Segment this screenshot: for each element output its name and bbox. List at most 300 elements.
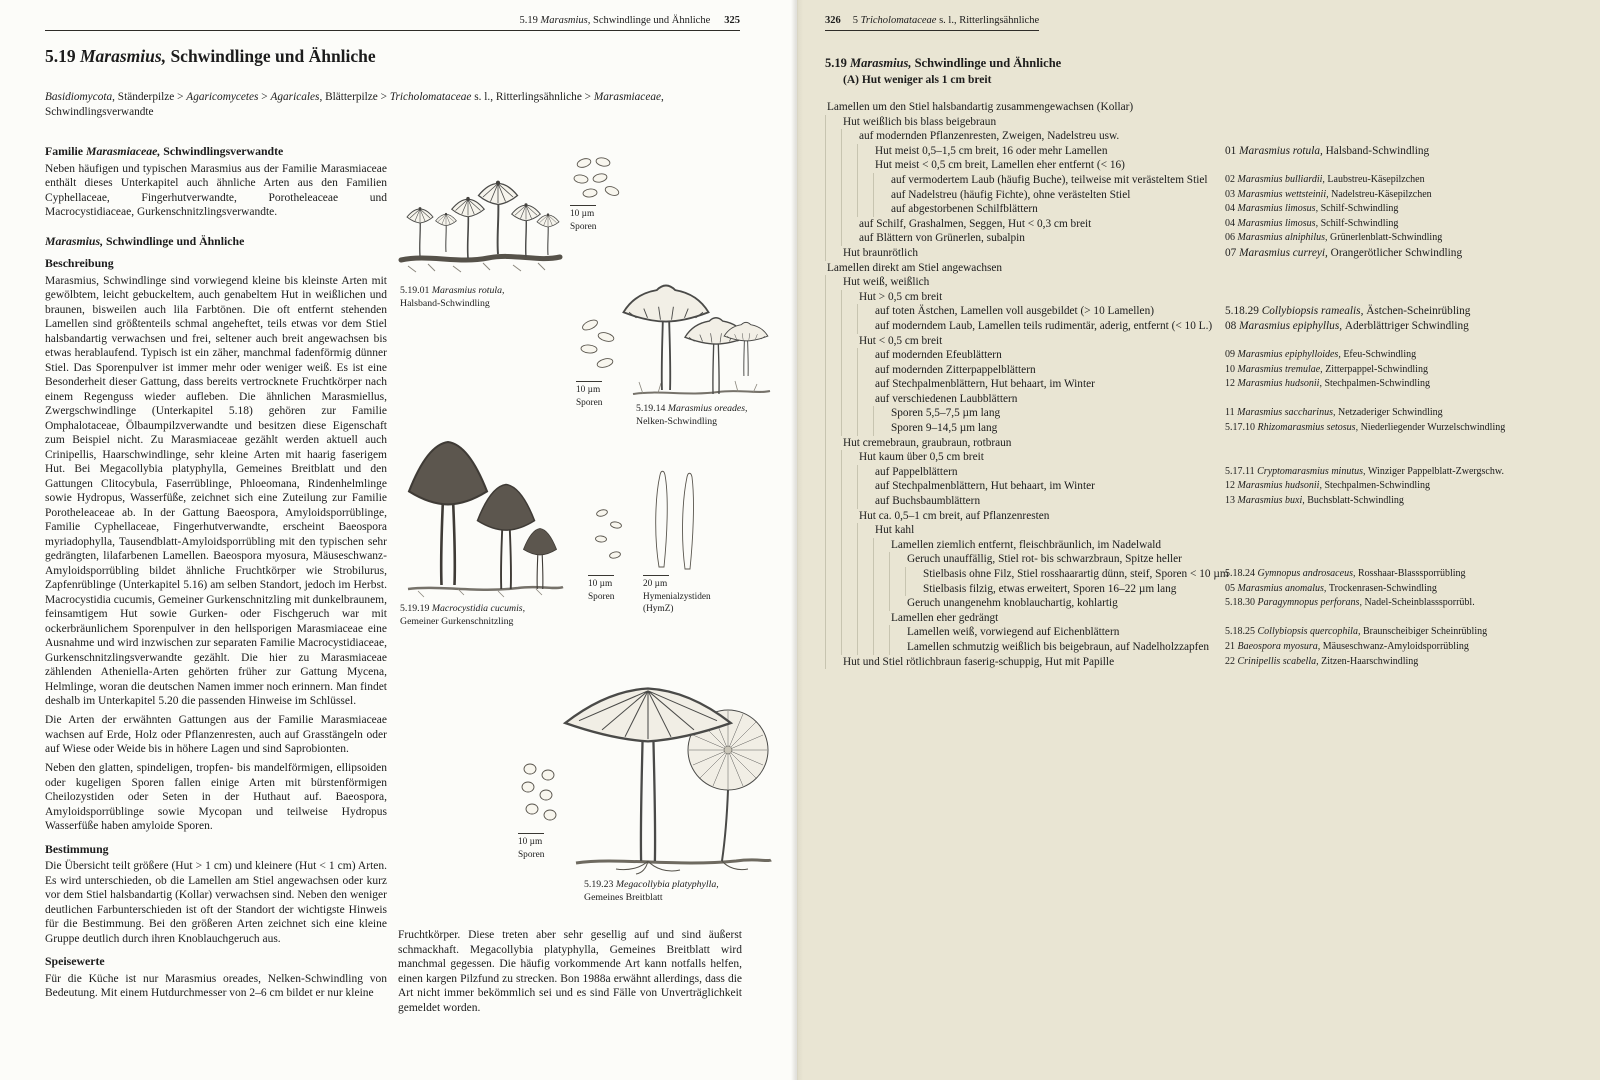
illustration-column — [398, 145, 775, 1033]
key-condition — [825, 392, 1017, 407]
indent-guide-line — [825, 465, 841, 480]
key-row — [825, 596, 1573, 611]
indent-guide-line — [825, 392, 841, 407]
indent-guide-line — [857, 611, 873, 626]
species-latin-name: Cryptomarasmius minutus, — [1257, 465, 1368, 477]
key-title-rest: Schwindlinge und Ähnliche — [914, 56, 1062, 70]
key-condition-text: auf vermodertem Laub (häufig Buche), teilweise mit verästeltem Stiel — [891, 173, 1208, 186]
key-row — [825, 392, 1573, 407]
key-condition-text: auf Stechpalmenblättern, Hut behaart, im Winter — [875, 378, 1095, 391]
key-condition-text: Hut kahl — [875, 524, 915, 537]
indent-guide-line — [873, 552, 889, 567]
chapter-title — [45, 46, 376, 67]
indent-guide-line — [873, 596, 889, 611]
key-row — [825, 231, 1573, 246]
scale-bar-icon — [518, 833, 544, 834]
key-condition-text: Lamellen eher gedrängt — [891, 611, 999, 624]
indent-guide-line — [841, 377, 857, 392]
key-condition-text: auf Schilf, Grashalmen, Seggen, Hut < 0,3 cm breit — [859, 217, 1092, 230]
indent-guide-line — [873, 625, 889, 640]
species-latin-name: Marasmius buxi, — [1237, 495, 1308, 507]
determination-key — [825, 100, 1573, 669]
scale-bar-icon — [570, 205, 596, 206]
species-number: 10 — [1225, 363, 1238, 375]
key-result — [1225, 625, 1487, 640]
key-condition-text: Hut meist 0,5–1,5 cm breit, 16 oder mehr Lamellen — [875, 144, 1108, 157]
species-german-name: Stechpalmen-Schwindling — [1324, 480, 1430, 492]
indent-guide-line — [889, 625, 905, 640]
key-condition — [825, 465, 958, 480]
indent-guide-line — [857, 319, 873, 334]
indent-guide-line — [873, 406, 889, 421]
head-rule-right — [825, 30, 1039, 31]
key-row — [825, 115, 1573, 130]
key-condition-text: Hut braunrötlich — [843, 246, 918, 259]
species-number: 13 — [1225, 495, 1238, 507]
figure-code: 5.19.14 — [636, 403, 668, 414]
indent-guide-line — [873, 567, 889, 582]
key-result — [1225, 231, 1442, 246]
species-german-name: Nadel-Scheinblasssporrübl. — [1364, 597, 1475, 609]
key-condition-text: auf toten Ästchen, Lamellen voll ausgebildet (> 10 Lamellen) — [875, 305, 1154, 318]
species-german-name: Laubstreu-Käsepilzchen — [1327, 173, 1425, 185]
indent-guide-line — [857, 304, 873, 319]
indent-guide-line — [873, 173, 889, 188]
key-condition — [825, 290, 942, 305]
indent-guide-line — [841, 392, 857, 407]
species-german-name: Stechpalmen-Schwindling — [1324, 378, 1430, 390]
key-result — [1225, 173, 1425, 188]
species-latin-name: Marasmius saccharinus, — [1237, 407, 1338, 419]
indent-guide-line — [857, 363, 873, 378]
spores-marasmius-rotula — [570, 153, 622, 201]
species-german-name: Aderblättriger Schwindling — [1344, 319, 1469, 332]
species-latin-name: Collybiopsis ramealis, — [1261, 305, 1367, 318]
page-left — [0, 0, 797, 1080]
species-number: 06 — [1225, 232, 1238, 244]
indent-guide-line — [857, 640, 873, 655]
key-row — [825, 625, 1573, 640]
indent-guide-line — [857, 567, 873, 582]
scale-value: 10 µm — [570, 209, 595, 219]
key-condition — [825, 348, 1002, 363]
indent-guide-line — [825, 246, 841, 261]
breadcrumb-segment: , Schwindlingsverwandte — [45, 91, 664, 118]
key-result — [1225, 202, 1398, 217]
indent-guide-line — [825, 567, 841, 582]
indent-guide-line — [857, 392, 873, 407]
indent-guide-line — [841, 202, 857, 217]
indent-guide-line — [825, 509, 841, 524]
indent-guide-line — [857, 538, 873, 553]
indent-guide-line — [841, 144, 857, 159]
breadcrumb-segment: Marasmiaceae — [593, 91, 661, 103]
indent-guide-line — [857, 421, 873, 436]
key-condition-text: Hut meist < 0,5 cm breit, Lamellen eher entfernt (< 16) — [875, 159, 1125, 172]
spores-macrocystidia-cucumis — [590, 505, 630, 571]
indent-guide-line — [873, 188, 889, 203]
illustration-macrocystidia-cucumis — [398, 417, 566, 599]
species-german-name: Ästchen-Scheinrübling — [1366, 305, 1471, 318]
indent-guide-line — [825, 115, 841, 130]
breadcrumb — [45, 90, 745, 119]
key-result — [1225, 304, 1470, 319]
indent-guide-line — [857, 377, 873, 392]
species-german-name: Halsband-Schwindling — [1325, 144, 1430, 157]
indent-guide-line — [825, 144, 841, 159]
scale-label-cucumis-cystidia — [643, 575, 725, 616]
key-result — [1225, 363, 1428, 378]
indent-guide-line — [841, 450, 857, 465]
indent-guide-line — [825, 625, 841, 640]
key-row — [825, 582, 1573, 597]
key-result — [1225, 217, 1398, 232]
indent-guide-line — [825, 158, 841, 173]
scale-caption: Sporen — [518, 849, 545, 860]
genus-heading-latin: Marasmius, — [45, 233, 104, 248]
key-row — [825, 261, 1573, 276]
indent-guide-line — [873, 538, 889, 553]
key-condition-text: auf modernden Zitterpappelblättern — [875, 363, 1036, 376]
indent-guide-line — [873, 582, 889, 597]
key-result — [1225, 188, 1432, 203]
scale-caption: Sporen — [588, 591, 615, 602]
breadcrumb-segment: s. l., Ritterlingsähnliche > — [471, 91, 594, 103]
species-latin-name: Marasmius rotula, — [1239, 144, 1326, 157]
key-row — [825, 319, 1573, 334]
key-condition — [825, 144, 1107, 159]
species-german-name: Netzaderiger Schwindling — [1337, 407, 1443, 419]
beschreibung-paragraph-3: Neben den glatten, spindeligen, tropfen- bis mandelförmigen, ellipsoiden oder kugeligen Sporen fallen einige Arten mit bürstenförmigen Cheilozystiden oder Seten in der Huthaut auf. Baeospora, Amyloidsporrüblinge sowie Mycopan und teilweise Hydropus Wasserfüße haben amyloide Sporen. — [45, 762, 387, 832]
species-number: 5.17.11 — [1225, 465, 1258, 477]
indent-guide-line — [857, 144, 873, 159]
key-condition — [825, 640, 1209, 655]
beschreibung-paragraph-1: Marasmius, Schwindlinge sind vorwiegend kleine bis kleinste Arten mit gewölbtem, leicht gebuckeltem, auch genabeltem Hut in weißlichen und braunen, bisweilen auch lila Farbtönen. Die oft entfernt stehenden Lamellen sind größtenteils schmal angeheftet, teils etwas vor dem Stiel halsbandartig verwachsen und frei, seltener auch breit angewachsen bis etwas herablaufend. Typisch ist ein zäher, manchmal fadenförmig dünner Stiel. Das Sporenpulver ist immer mehr oder weniger weiß. Es ist eine Besonderheit dieser Gattung, dass bereits vertrocknete Fruchtkörper nach einem Regenguss wieder aufleben. Die ähnlichen Marasmiellus, Zwergschwindlinge (Unterkapitel 5.18) gehören zur Familie Omphalotaceae, Ölbaumpilzverwandte und besitzen diese Eigenschaft zum Beispiel nicht. Zu Marasmiaceae gezählt werden aktuell auch Crinipellis, Haarschwindlinge, sehr kleine Arten mit haarig faserigem Hut. Bei Megacollybia platyphylla, Gemeines Breitblatt und den Gattungen Clitocybula, Faserrüblinge, Phloeomana, Rindenhelmlinge sowie Hydropus, Wasserfüße, zeichnet sich eine Zuteilung zur Familie Porotheleaceae ab. In der Gattung Baeospora, Amyloidsporrüblinge, Familie Cyphellaceae, Fingerhutverwandte, erscheint Baeospora myriadophylla, Tausendblatt-Amyloidsporrübling mit den typischen sehr gedrängten, lilafarbenen Lamellen. Baeospora myosura, Mäuseschwanz-Amyloidsporrübling bildet ähnliche Fruchtkörper wie Strobilurus, Zapfenrüblinge (Unterkapitel 5.16) am selben Standort, jedoch im Herbst. Macrocystidia cucumis, Gemeiner Gurkenschnitzling mit dunkelbraunem, feinsamtigem Hut sowie Gurken- oder Fischgeruch war mit ockerbräunlichem Sporenpulver in den hellsporigen Marasmiaceae eine Ausnahme und wird inzwischen zur separaten Familie Macrocystidiaceae, Gurkenschnitzlingsverwandte gezählt. Die hier zu Marasmiaceae zählenden Atheniella-Arten gehörten früher zur Gattung Mycena, Helmlinge, woran die deutschen Namen immer noch erinnern. Man findet deshalb im Unterkapitel 5.20 die passenden Hinweise im Schlüssel. — [45, 274, 387, 707]
key-condition-text: Sporen 9–14,5 µm lang — [891, 422, 998, 435]
species-number: 21 — [1225, 640, 1238, 652]
chapter-number: 5.19 — [45, 46, 80, 66]
key-condition — [825, 479, 1095, 494]
figure-code: 5.19.01 — [400, 285, 432, 296]
indent-guide-line — [841, 596, 857, 611]
scale-value: 10 µm — [588, 579, 613, 589]
key-condition-text: Hut ca. 0,5–1 cm breit, auf Pflanzenresten — [859, 509, 1050, 522]
key-condition — [825, 202, 1038, 217]
species-number: 08 — [1225, 319, 1240, 332]
key-condition — [825, 231, 1025, 246]
species-german-name: Trockenrasen-Schwindling — [1328, 582, 1437, 594]
indent-guide-line — [905, 582, 921, 597]
indent-guide-line — [825, 188, 841, 203]
indent-guide-line — [825, 173, 841, 188]
key-row — [825, 304, 1573, 319]
key-condition-text: Lamellen schmutzig weißlich bis beigebraun, auf Nadelholzzapfen — [907, 640, 1210, 653]
key-condition — [825, 436, 1011, 451]
species-latin-name: Gymnopus androsaceus, — [1257, 568, 1358, 579]
key-condition — [825, 509, 1049, 524]
key-row — [825, 509, 1573, 524]
key-condition-text: auf moderndem Laub, Lamellen teils rudimentär, aderig, entfernt (< 10 L.) — [875, 319, 1213, 332]
key-condition-text: Hut weißlich bis blass beigebraun — [843, 115, 997, 128]
indent-guide-line — [841, 421, 857, 436]
family-heading-latin: Marasmiaceae, — [85, 144, 161, 158]
indent-guide-line — [825, 538, 841, 553]
figure-common-name: Gemeines Breitblatt — [584, 891, 663, 903]
family-heading-post: Schwindlingsverwandte — [160, 144, 284, 158]
indent-guide-line — [841, 406, 857, 421]
species-latin-name: Collybiopsis quercophila, — [1257, 626, 1363, 638]
indent-guide-line — [825, 290, 841, 305]
species-latin-name: Marasmius tremulae, — [1237, 363, 1326, 375]
species-number: 22 — [1225, 655, 1238, 667]
indent-guide-line — [857, 465, 873, 480]
key-condition-text: auf Pappelblättern — [875, 465, 958, 478]
key-condition-text: auf Nadelstreu (häufig Fichte), ohne verästelten Stiel — [891, 188, 1131, 201]
indent-guide-line — [889, 582, 905, 597]
indent-guide-line — [841, 538, 857, 553]
key-result — [1225, 406, 1443, 421]
key-row — [825, 640, 1573, 655]
key-row — [825, 290, 1573, 305]
species-german-name: Winziger Pappelblatt-Zwergschw. — [1368, 465, 1504, 477]
indent-guide-line — [825, 202, 841, 217]
figure-caption-oreades — [636, 403, 748, 428]
running-head-left — [520, 15, 741, 26]
indent-guide-line — [825, 436, 841, 451]
key-condition-text: Geruch unangenehm knoblauchartig, kohlartig — [907, 597, 1118, 610]
species-number: 07 — [1225, 246, 1240, 259]
key-result — [1225, 319, 1469, 334]
indent-guide-line — [825, 363, 841, 378]
species-german-name: Niederliegender Wurzelschwindling — [1360, 422, 1506, 434]
key-condition — [825, 538, 1161, 553]
key-condition — [825, 217, 1091, 232]
key-condition — [825, 188, 1130, 203]
key-title-number: 5.19 — [825, 56, 850, 70]
species-german-name: Rosshaar-Blasssporrübling — [1357, 568, 1466, 579]
indent-guide-line — [857, 188, 873, 203]
chapter-genus: Marasmius, — [80, 46, 171, 66]
scale-caption: Sporen — [570, 221, 597, 232]
key-condition — [825, 596, 1118, 611]
indent-guide-line — [825, 231, 841, 246]
key-condition — [825, 261, 1002, 276]
spores-megacollybia-platyphylla — [516, 759, 568, 827]
family-section-heading — [45, 144, 387, 159]
indent-guide-line — [841, 348, 857, 363]
indent-guide-line — [841, 479, 857, 494]
indent-guide-line — [857, 479, 873, 494]
key-row — [825, 100, 1573, 115]
indent-guide-line — [841, 173, 857, 188]
indent-guide-line — [841, 523, 857, 538]
indent-guide-line — [825, 582, 841, 597]
running-head-chapter-num: 5 — [852, 15, 861, 26]
figure-species: Marasmius oreades, — [667, 403, 748, 414]
running-head-chapter-latin: Tricholomataceae — [860, 15, 937, 26]
family-heading-pre: Familie — [45, 144, 86, 158]
indent-guide-line — [889, 567, 905, 582]
key-row — [825, 363, 1573, 378]
illustration-marasmius-rotula — [398, 148, 563, 280]
key-result — [1225, 479, 1430, 494]
scale-bar-icon — [643, 575, 669, 576]
indent-guide-line — [857, 523, 873, 538]
indent-guide-line — [825, 523, 841, 538]
indent-guide-line — [873, 611, 889, 626]
beschreibung-paragraph-2: Die Arten der erwähnten Gattungen aus der Familie Marasmiaceae wachsen auf Erde, Holz oder Pflanzenresten, auch auf Grasstängeln oder auf Wiese oder Weide bis in höhere Lagen und sind Saprobionten. — [45, 714, 387, 755]
species-number: 03 — [1225, 188, 1238, 200]
indent-guide-line — [857, 202, 873, 217]
indent-guide-line — [857, 552, 873, 567]
indent-guide-line — [905, 567, 921, 582]
indent-guide-line — [841, 611, 857, 626]
key-condition — [825, 275, 929, 290]
indent-guide-line — [825, 421, 841, 436]
key-condition-text: auf modernden Efeublättern — [875, 349, 1002, 362]
key-condition — [825, 611, 998, 626]
indent-guide-line — [841, 363, 857, 378]
key-result — [1225, 246, 1462, 261]
figure-common-name: Nelken-Schwindling — [636, 415, 718, 427]
key-row — [825, 611, 1573, 626]
figure-species: Marasmius rotula, — [431, 285, 505, 296]
key-condition-text: Hut weiß, weißlich — [843, 276, 930, 289]
key-condition-text: auf Blättern von Grünerlen, subalpin — [859, 232, 1025, 245]
species-latin-name: Marasmius curreyi, — [1239, 246, 1331, 259]
scale-label-oreades-spores — [576, 381, 602, 409]
species-number: 5.18.25 — [1225, 626, 1258, 638]
key-condition-text: Lamellen um den Stiel halsbandartig zusammengewachsen (Kollar) — [827, 101, 1134, 113]
key-row — [825, 217, 1573, 232]
species-latin-name: Marasmius epiphylloides, — [1237, 349, 1344, 361]
key-condition-text: Hut cremebraun, graubraun, rotbraun — [843, 436, 1012, 449]
bestimmung-heading: Bestimmung — [45, 841, 109, 856]
key-result — [1225, 144, 1429, 159]
genus-heading-post: Schwindlinge und Ähnliche — [103, 233, 245, 248]
indent-guide-line — [841, 552, 857, 567]
running-head-genus: Marasmius, — [540, 15, 594, 26]
key-condition-text: auf verschiedenen Laubblättern — [875, 392, 1018, 405]
page-right — [797, 0, 1600, 1080]
indent-guide-line — [857, 406, 873, 421]
species-german-name: Schilf-Schwindling — [1320, 203, 1399, 215]
figure-common-name: Halsband-Schwindling — [400, 297, 490, 309]
key-row — [825, 436, 1573, 451]
breadcrumb-segment: Agaricomycetes — [186, 91, 259, 103]
key-row — [825, 538, 1573, 553]
species-number: 5.18.30 — [1225, 597, 1258, 609]
species-latin-name: Marasmius wettsteinii, — [1237, 188, 1332, 200]
indent-guide-line — [857, 494, 873, 509]
breadcrumb-segment: , Blätterpilze > — [319, 91, 390, 103]
indent-guide-line — [825, 479, 841, 494]
key-row — [825, 144, 1573, 159]
species-latin-name: Marasmius limosus, — [1237, 217, 1321, 229]
indent-guide-line — [841, 582, 857, 597]
key-row — [825, 465, 1573, 480]
species-number: 12 — [1225, 480, 1238, 492]
key-row — [825, 450, 1573, 465]
continuation-paragraph: Fruchtkörper. Diese treten aber sehr gesellig auf und sind äußerst schmackhaft. Megacollybia platyphylla, Gemeines Breitblatt wird manchmal gegessen. Die häufig vorkommende Art kann notfalls helfen, einen kargen Pilzfund zu strecken. Bon 1988a erwähnt allerdings, dass die Art nicht immer bekömmlich sei und es sind Fälle von Unverträglichkeit gemeldet worden. — [398, 929, 742, 1014]
indent-guide-line — [841, 465, 857, 480]
key-condition — [825, 158, 1125, 173]
key-row — [825, 567, 1573, 582]
key-row — [825, 129, 1573, 144]
key-row — [825, 377, 1573, 392]
indent-guide-line — [857, 173, 873, 188]
indent-guide-line — [825, 611, 841, 626]
head-rule-left — [45, 30, 740, 31]
indent-guide-line — [841, 217, 857, 232]
species-german-name: Zitzen-Haarschwindling — [1321, 655, 1419, 667]
key-condition-text: Sporen 5,5–7,5 µm lang — [891, 407, 1001, 420]
species-number: 5.18.24 — [1225, 568, 1258, 579]
page-number-left: 325 — [724, 15, 740, 26]
indent-guide-line — [841, 494, 857, 509]
key-row — [825, 188, 1573, 203]
figure-common-name: Gemeiner Gurkenschnitzling — [400, 615, 514, 627]
key-result — [1225, 582, 1437, 597]
key-condition-text: auf Buchsbaumblättern — [875, 495, 981, 508]
scale-caption: Sporen — [576, 397, 603, 408]
key-condition-text: Lamellen direkt am Stiel angewachsen — [827, 261, 1003, 274]
species-number: 01 — [1225, 144, 1240, 157]
indent-guide-line — [857, 596, 873, 611]
page-number-right: 326 — [825, 15, 841, 26]
key-title-genus: Marasmius, — [850, 56, 915, 70]
key-condition — [825, 523, 914, 538]
indent-guide-line — [841, 640, 857, 655]
scale-label-cucumis-spores — [588, 575, 614, 603]
species-number: 05 — [1225, 582, 1238, 594]
key-subtitle: (A) Hut weniger als 1 cm breit — [843, 74, 992, 86]
indent-guide-line — [825, 129, 841, 144]
spores-marasmius-oreades — [576, 315, 620, 377]
key-row — [825, 479, 1573, 494]
indent-guide-line — [857, 158, 873, 173]
species-latin-name: Marasmius epiphyllus, — [1239, 319, 1345, 332]
indent-guide-line — [825, 494, 841, 509]
indent-guide-line — [825, 319, 841, 334]
bestimmung-paragraph: Die Übersicht teilt größere (Hut > 1 cm) und kleinere (Hut < 1 cm) Arten. Es wird unterschieden, ob die Lamellen am Stiel angewachsen oder kurz vor dem Stiel halsbandartig (Kollar) verwachsen sind. Neben den weniger deutlichen Farbunterschieden ist oft der Standort der wichtigste Hinweis für die Bestimmung. Bei den größeren Arten zeichnet sich eine kleine Gruppe deutlich durch ihren Knoblauchgeruch aus. — [45, 860, 387, 945]
key-row — [825, 523, 1573, 538]
key-condition — [825, 377, 1095, 392]
indent-guide-line — [825, 640, 841, 655]
key-row — [825, 406, 1573, 421]
key-row — [825, 552, 1573, 567]
key-result — [1225, 494, 1404, 509]
indent-guide-line — [841, 129, 857, 144]
breadcrumb-segment: Basidiomycota — [45, 91, 113, 103]
figure-code: 5.19.19 — [400, 603, 432, 614]
key-condition-text: Hut kaum über 0,5 cm breit — [859, 451, 984, 464]
key-result — [1225, 465, 1504, 480]
key-condition-text: Stielbasis ohne Filz, Stiel rosshaarartig dünn, steif, Sporen < 10 µm — [923, 568, 1229, 580]
key-condition — [825, 421, 997, 436]
species-number: 5.18.29 — [1225, 305, 1262, 318]
species-number: 04 — [1225, 203, 1238, 215]
indent-guide-line — [873, 202, 889, 217]
species-german-name: Zitterpappel-Schwindling — [1325, 363, 1428, 375]
species-german-name: Braunscheibiger Scheinrübling — [1362, 626, 1488, 638]
key-row — [825, 421, 1573, 436]
key-condition-text: Geruch unauffällig, Stiel rot- bis schwarzbraun, Spitze heller — [907, 553, 1182, 566]
chapter-title-rest: Schwindlinge und Ähnliche — [170, 46, 376, 66]
cystidia-macrocystidia-cucumis — [645, 467, 709, 571]
indent-guide-line — [841, 319, 857, 334]
indent-guide-line — [841, 304, 857, 319]
